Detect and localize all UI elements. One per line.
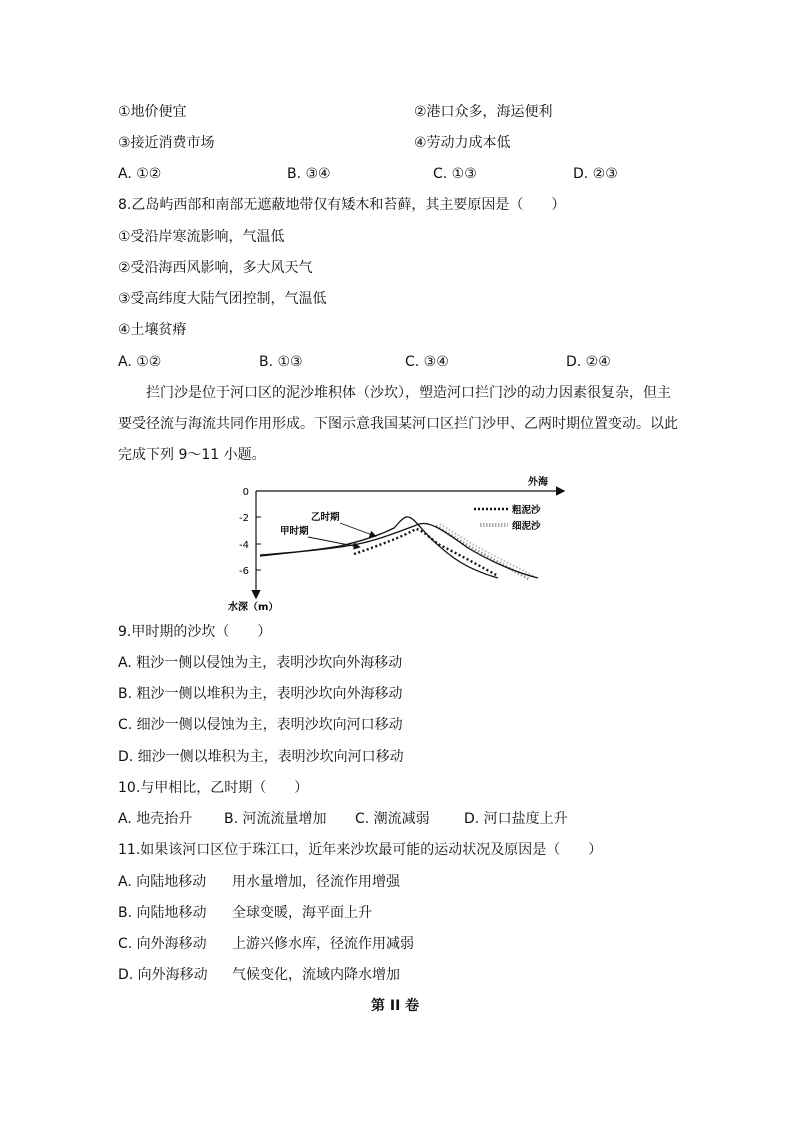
q11-option-d-reason: 气候变化，流域内降水增加 [232, 967, 400, 983]
y-tick-2: -2 [239, 513, 249, 524]
q11-option-b-direction: B. 向陆地移动 [118, 905, 207, 921]
passage-line-2: 要受径流与海流共同作用形成。下图示意我国某河口区拦门沙甲、乙两时期位置变动。以此 [118, 416, 678, 432]
q8-option-4: ④土壤贫瘠 [118, 322, 187, 338]
q11-option-c-reason: 上游兴修水库，径流作用减弱 [232, 936, 414, 952]
q7-option-4: ④劳动力成本低 [414, 135, 511, 151]
q11-stem: 11.如果该河口区位于珠江口，近年来沙坎最可能的运动状况及原因是（ ） [118, 842, 603, 858]
passage-line-3: 完成下列 9～11 小题。 [118, 447, 266, 463]
sandbar-figure [218, 474, 588, 616]
q10-stem: 10.与甲相比，乙时期（ ） [118, 780, 309, 796]
legend-coarse: 粗泥沙 [512, 505, 541, 516]
q9-option-c: C. 细沙一侧以侵蚀为主，表明沙坎向河口移动 [118, 717, 403, 733]
q9-option-b: B. 粗沙一侧以堆积为主，表明沙坎向外海移动 [118, 686, 403, 702]
q10-choice-b: B. 河流流量增加 [224, 811, 327, 827]
q7-option-2: ②港口众多，海运便利 [414, 104, 553, 120]
label-yi-period: 乙时期 [311, 512, 340, 523]
q8-option-3: ③受高纬度大陆气团控制，气温低 [118, 291, 327, 307]
jia-fine-sand [436, 526, 530, 580]
q8-choice-c: C. ③④ [405, 354, 449, 370]
q8-choice-d: D. ②④ [566, 354, 611, 370]
x-axis-label: 外海 [528, 477, 548, 488]
section-title: 第 II 卷 [371, 998, 420, 1014]
q7-option-3: ③接近消费市场 [118, 135, 215, 151]
q9-option-d: D. 细沙一侧以堆积为主，表明沙坎向河口移动 [118, 749, 404, 765]
q10-choice-d: D. 河口盐度上升 [464, 811, 568, 827]
q7-choice-c: C. ①③ [433, 166, 477, 182]
q8-choice-b: B. ①③ [259, 354, 303, 370]
passage-line-1: 拦门沙是位于河口区的泥沙堆积体（沙坎），塑造河口拦门沙的动力因素很复杂，但主 [146, 385, 671, 401]
q9-option-a: A. 粗沙一侧以侵蚀为主，表明沙坎向外海移动 [118, 655, 403, 671]
y-tick-4: -4 [239, 540, 249, 551]
q8-option-1: ①受沿岸寒流影响，气温低 [118, 229, 285, 245]
y-axis-label: 水深（m） [228, 602, 279, 613]
q11-option-a-reason: 用水量增加，径流作用增强 [232, 874, 400, 890]
q7-choice-d: D. ②③ [573, 166, 618, 182]
q8-stem: 8.乙岛屿西部和南部无遮蔽地带仅有矮木和苔藓，其主要原因是（ ） [118, 197, 566, 213]
q9-stem: 9.甲时期的沙坎（ ） [118, 624, 272, 640]
y-tick-6: -6 [239, 566, 249, 577]
q8-choice-a: A. ①② [118, 354, 162, 370]
q11-option-b-reason: 全球变暖，海平面上升 [232, 905, 372, 921]
q11-option-a-direction: A. 向陆地移动 [118, 874, 207, 890]
q7-option-1: ①地价便宜 [118, 104, 187, 120]
q11-option-d-direction: D. 向外海移动 [118, 967, 208, 983]
q10-choice-c: C. 潮流减弱 [355, 811, 430, 827]
legend-fine: 细泥沙 [512, 521, 541, 532]
label-jia-period: 甲时期 [280, 526, 309, 537]
q8-option-2: ②受沿海西风影响，多大风天气 [118, 260, 313, 276]
q11-option-c-direction: C. 向外海移动 [118, 936, 207, 952]
y-tick-0: 0 [242, 487, 249, 498]
q7-choice-b: B. ③④ [287, 166, 331, 182]
q10-choice-a: A. 地壳抬升 [118, 811, 193, 827]
q7-choice-a: A. ①② [118, 166, 162, 182]
